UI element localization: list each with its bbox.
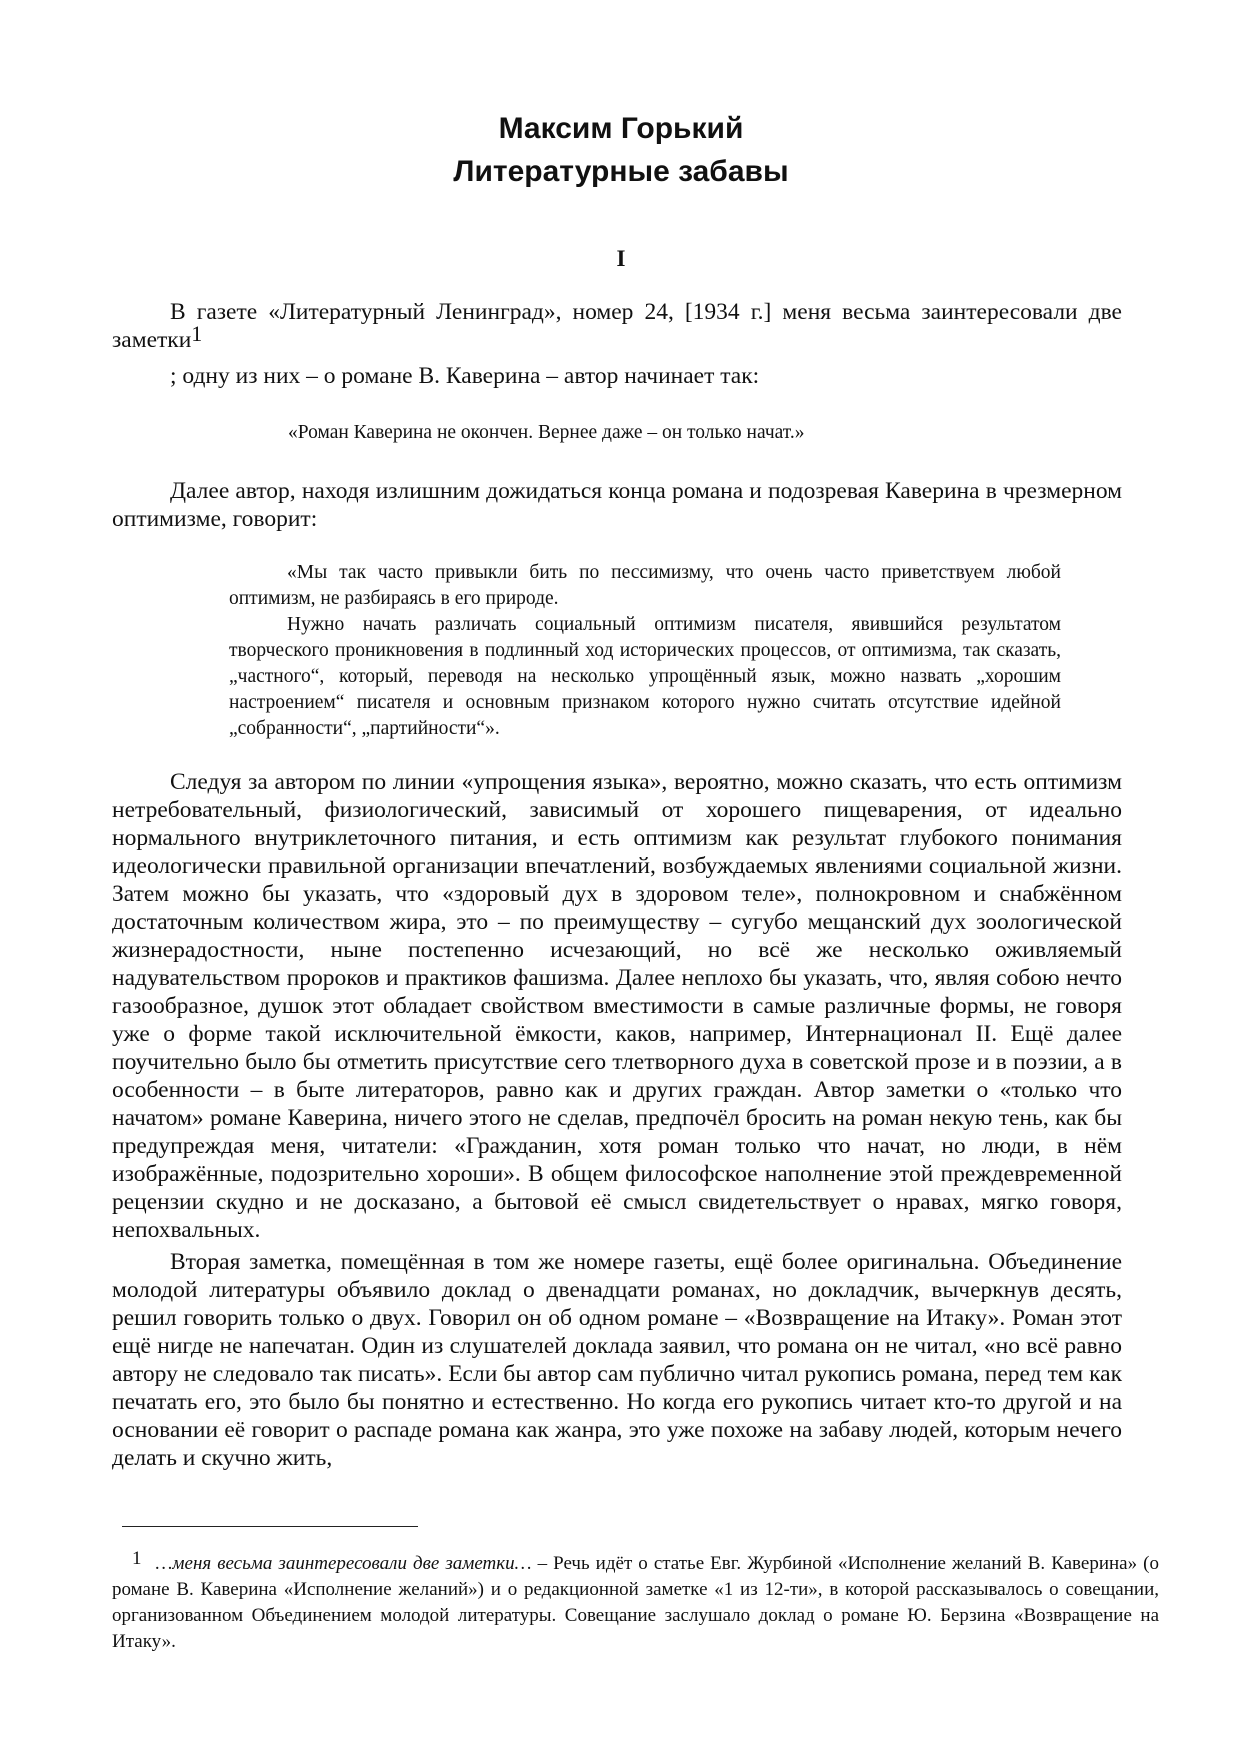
block-quote-2-para-1: «Мы так часто привыкли бить по пессимизму, что очень часто приветствуем любой оптимизм, не разбираясь в его природе. xyxy=(229,562,1061,609)
footnote-number: 1 xyxy=(132,1548,142,1569)
footnote-text: – Речь идёт о статье Евг. Журбиной «Исполнение желаний В. Каверина» (о романе В. Каверина «Исполнение желаний») и о редакционной заметке «1 из 12-ти», в которой рассказывалось о совещании, организованном Объединением молодой литературы. Совещание заслушало доклад о романе Ю. Берзина «Возвращение на Итаку». xyxy=(112,1553,1159,1652)
block-quote-2-para-2: Нужно начать различать социальный оптимизм писателя, явившийся результатом творческого проникновения в подлинный ход исторических процессов, от оптимизма, так сказать, „частного“, который, переводя на несколько упрощённый язык, можно назвать „хорошим настроением“ писателя и основным признаком которого нужно считать отсутствие идейной „собранности“, „партийности“». xyxy=(229,614,1061,739)
section-number: I xyxy=(616,246,626,271)
paragraph-1-line-1: В газете «Литературный Ленинград», номер 24, [1934 г.] меня весьма заинтересовали две xyxy=(170,299,1122,325)
paragraph-1-line-3: ; одну из них – о романе В. Каверина – автор начинает так: xyxy=(170,363,760,389)
footnote xyxy=(112,1546,1159,1655)
block-quote-1: «Роман Каверина не окончен. Вернее даже – он только начат.» xyxy=(288,422,805,443)
paragraph-2: Далее автор, находя излишним дожидаться конца романа и подозревая Каверина в чрезмерном оптимизме, говорит: xyxy=(112,478,1122,532)
paragraph-1-word: заметки xyxy=(112,327,192,353)
work-title-heading: Литературные забавы xyxy=(453,155,789,188)
paragraph-4: Вторая заметка, помещённая в том же номере газеты, ещё более оригинальна. Объединение молодой литературы объявило доклад о двенадцати романах, но докладчик, вычеркнув десять, решил говорить только о двух. Говорил он об одном романе – «Возвращение на Итаку». Роман этот ещё нигде не напечатан. Один из слушателей доклада заявил, что романа он не читал, «но всё равно автору не следовало так писать». Если бы автор сам публично читал рукопись романа, перед тем как печатать его, это было бы понятно и естественно. Но когда его рукопись читает кто-то другой и на основании её говорит о распаде романа как жанра, это уже похоже на забаву людей, которым нечего делать и скучно жить, xyxy=(112,1249,1122,1471)
footnote-reference[interactable]: 1 xyxy=(191,321,203,346)
author-heading: Максим Горький xyxy=(498,112,744,145)
footnote-quote: …меня весьма заинтересовали две заметки… xyxy=(155,1553,532,1574)
footnote-divider xyxy=(122,1526,418,1527)
paragraph-3: Следуя за автором по линии «упрощения языка», вероятно, можно сказать, что есть оптимизм нетребовательный, физиологический, зависимый от хорошего пищеварения, от идеально нормального внутриклеточного питания, и есть оптимизм как результат глубокого понимания идеологически правильной организации впечатлений, возбуждаемых явлениями социальной жизни. Затем можно бы указать, что «здоровый дух в здоровом теле», полнокровном и снабжённом достаточным количеством жира, это – по преимуществу – сугубо мещанский дух зоологической жизнерадостности, ныне постепенно исчезающий, но всё же несколько оживляемый надувательством пророков и практиков фашизма. Далее неплохо бы указать, что, являя собою нечто газообразное, душок этот обладает свойством вместимости в самые различные формы, не говоря уже о форме такой исключительной ёмкости, каков, например, Интернационал II. Ещё далее поучительно было бы отметить присутствие сего тлетворного духа в советской прозе и в поэзии, а в особенности – в быте литераторов, равно как и других граждан. Автор заметки о «только что начатом» романе Каверина, ничего этого не сделав, предпочёл бросить на роман некую тень, как бы предупреждая меня, читатели: «Гражданин, хотя роман только что начат, но люди, в нём изображённые, подозрительно хороши». В общем философское наполнение этой преждевременной рецензии скудно и не досказано, а бытовой её смысл свидетельствует о нравах, мягко говоря, непохвальных. xyxy=(112,769,1122,1243)
paragraph-1-line-2 xyxy=(112,321,1122,354)
block-quote-2 xyxy=(229,560,1061,742)
